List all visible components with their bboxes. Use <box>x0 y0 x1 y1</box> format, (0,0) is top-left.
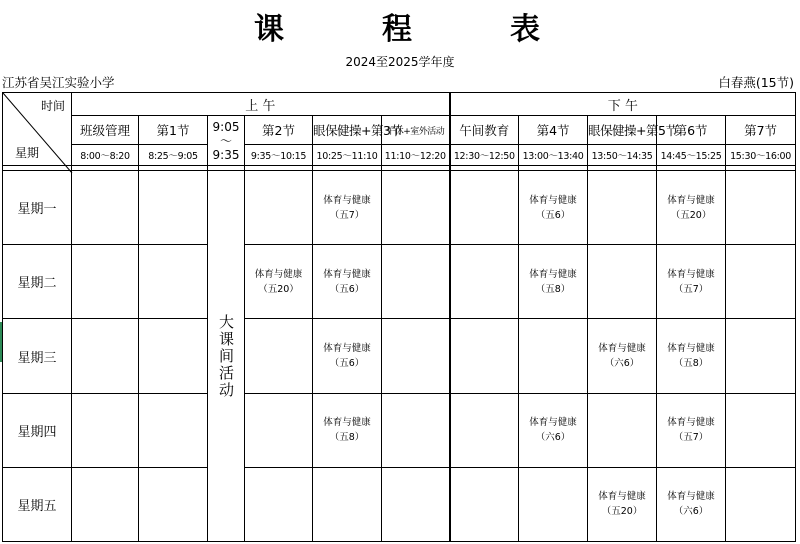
time-p4: 13:00～13:40 <box>519 144 588 165</box>
period-7: 第7节 <box>726 116 796 144</box>
cell-mon-p1 <box>139 171 208 245</box>
page-title: 课 程 表 <box>254 12 546 47</box>
cell-fri-p5: 体育与健康 （五20） <box>588 467 657 541</box>
cell-thu-class-mgmt <box>72 393 139 467</box>
day-label: 星期五 <box>3 467 72 541</box>
cell-wed-class-mgmt <box>72 319 139 393</box>
cell-mon-p3: 体育与健康 （五7） <box>313 171 382 245</box>
cell-mon-class-mgmt <box>72 171 139 245</box>
cell-mon-noon-edu <box>450 171 519 245</box>
morning-header: 上 午 <box>72 93 450 116</box>
cell-thu-p7 <box>726 393 796 467</box>
big-break-activity: 大课间活动 <box>208 171 245 542</box>
cell-tue-p7 <box>726 245 796 319</box>
time-class-mgmt: 8:00～8:20 <box>72 144 139 165</box>
cell-thu-p6: 体育与健康 （五7） <box>657 393 726 467</box>
cell-mon-p5 <box>588 171 657 245</box>
cell-mon-noon <box>382 171 450 245</box>
time-eye-p3: 10:25～11:10 <box>313 144 382 165</box>
cell-fri-p1 <box>139 467 208 541</box>
break-time: 9:05 ～ 9:35 <box>208 116 245 166</box>
cell-fri-p3 <box>313 467 382 541</box>
period-eye-3: 眼保健操+第3节 <box>313 116 382 144</box>
cell-tue-p2: 体育与健康 （五20） <box>245 245 313 319</box>
cell-fri-p4 <box>519 467 588 541</box>
cell-thu-p4: 体育与健康 （六6） <box>519 393 588 467</box>
day-label: 星期一 <box>3 171 72 245</box>
cell-tue-p4: 体育与健康 （五8） <box>519 245 588 319</box>
period-4: 第4节 <box>519 116 588 144</box>
cell-fri-p2 <box>245 467 313 541</box>
school-name: 江苏省吴江实验小学 <box>2 75 115 90</box>
cell-thu-noon-edu <box>450 393 519 467</box>
afternoon-header: 下 午 <box>450 93 796 116</box>
time-eye-p5: 13:50～14:35 <box>588 144 657 165</box>
period-6: 第6节 <box>657 116 726 144</box>
period-2: 第2节 <box>245 116 313 144</box>
time-noon-edu: 12:30～12:50 <box>450 144 519 165</box>
time-p2: 9:35～10:15 <box>245 144 313 165</box>
period-noon-edu: 午间教育 <box>450 116 519 144</box>
cell-mon-p2 <box>245 171 313 245</box>
day-label: 星期三 <box>3 319 72 393</box>
period-class-mgmt: 班级管理 <box>72 116 139 144</box>
day-label: 星期四 <box>3 393 72 467</box>
teacher-name: 白春燕(15节) <box>718 75 794 90</box>
cell-wed-p2 <box>245 319 313 393</box>
cell-thu-p1 <box>139 393 208 467</box>
day-row-thu <box>3 393 796 467</box>
cell-thu-noon <box>382 393 450 467</box>
cell-fri-noon-edu <box>450 467 519 541</box>
cell-thu-p5 <box>588 393 657 467</box>
school-year: 2024至2025学年度 <box>345 55 455 69</box>
cell-tue-p5 <box>588 245 657 319</box>
cell-fri-class-mgmt <box>72 467 139 541</box>
cell-wed-p6: 体育与健康 （五8） <box>657 319 726 393</box>
cell-wed-p3: 体育与健康 （五6） <box>313 319 382 393</box>
period-eye-5: 眼保健操+第5节 <box>588 116 657 144</box>
time-p6: 14:45～15:25 <box>657 144 726 165</box>
timetable <box>2 92 796 542</box>
cell-tue-noon <box>382 245 450 319</box>
cell-mon-p4: 体育与健康 （五6） <box>519 171 588 245</box>
cell-wed-p5: 体育与健康 （六6） <box>588 319 657 393</box>
period-noon-outdoor: 午休+室外活动 <box>382 116 450 144</box>
cell-fri-p7 <box>726 467 796 541</box>
cell-wed-p1 <box>139 319 208 393</box>
cell-fri-p6: 体育与健康 （六6） <box>657 467 726 541</box>
cell-fri-noon <box>382 467 450 541</box>
time-noon-outdoor: 11:10～12:20 <box>382 144 450 165</box>
cell-mon-p7 <box>726 171 796 245</box>
time-p1: 8:25～9:05 <box>139 144 208 165</box>
cell-thu-p2 <box>245 393 313 467</box>
day-row-tue <box>3 245 796 319</box>
corner-header <box>3 93 72 166</box>
cell-mon-p6: 体育与健康 （五20） <box>657 171 726 245</box>
cell-wed-p7 <box>726 319 796 393</box>
cell-wed-noon <box>382 319 450 393</box>
weekday-header: 星期 <box>15 146 40 161</box>
cell-tue-class-mgmt <box>72 245 139 319</box>
cell-tue-noon-edu <box>450 245 519 319</box>
day-row-mon <box>3 171 796 245</box>
cell-wed-p4 <box>519 319 588 393</box>
cell-wed-noon-edu <box>450 319 519 393</box>
cell-thu-p3: 体育与健康 （五8） <box>313 393 382 467</box>
cell-tue-p3: 体育与健康 （五6） <box>313 245 382 319</box>
day-row-wed <box>3 319 796 393</box>
period-1: 第1节 <box>139 116 208 144</box>
day-label: 星期二 <box>3 245 72 319</box>
day-row-fri <box>3 467 796 541</box>
time-p7: 15:30～16:00 <box>726 144 796 165</box>
cell-tue-p1 <box>139 245 208 319</box>
time-header: 时间 <box>40 99 65 113</box>
cell-tue-p6: 体育与健康 （五7） <box>657 245 726 319</box>
